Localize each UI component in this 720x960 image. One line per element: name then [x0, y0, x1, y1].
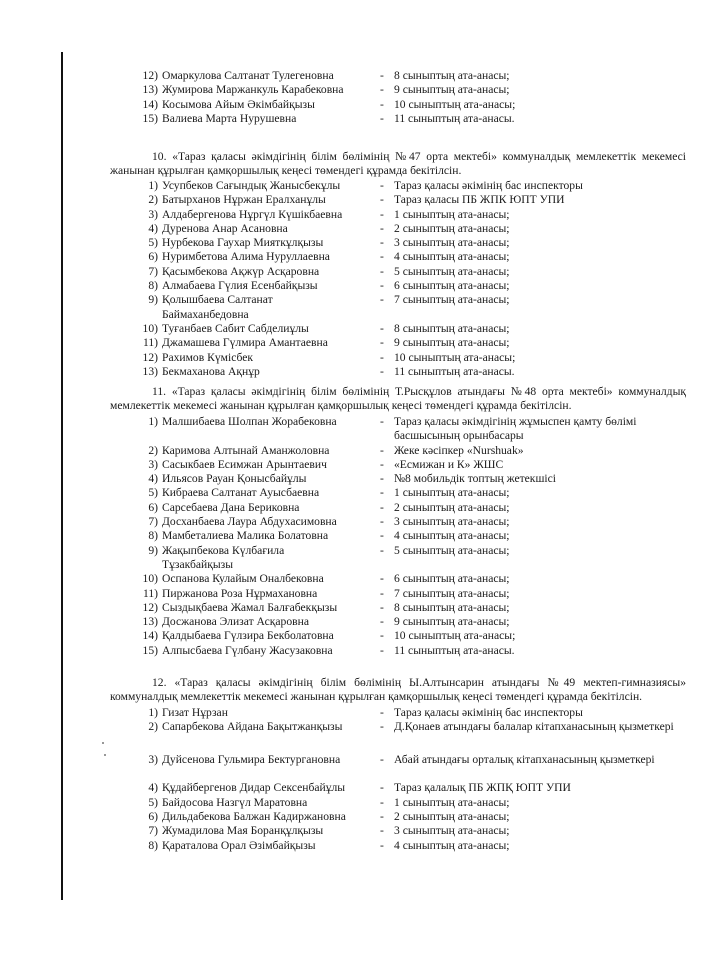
scan-speck — [104, 754, 106, 756]
list-item: 5) Байдосова Назгүл Маратовна - 1 сыныптың ата-анасы; — [148, 795, 510, 809]
list-item: 15) Валиева Марта Нурушевна - 11 сыныптың ата-анасы. — [142, 111, 515, 125]
list-item: 4) Құдайбергенов Дидар Сексенбайұлы - Тараз қалалық ПБ ЖПҚ ЮПТ УПИ — [148, 781, 571, 795]
section-11-heading: 11. «Тараз қаласы әкімдігінің білім бөлімінің Т.Рысқұлов атындағы №48 орта мектебі» коммуналдық мемлекеттік мекемесі жанынан құрылған қамқоршылық кеңесі төмендегі құрамда бекітілсін. — [110, 385, 686, 412]
section-12 — [110, 676, 686, 853]
list-item: 13) Жумирова Маржанкуль Карабековна - 9 сыныптың ата-анасы; — [142, 83, 510, 97]
list-item: 9) Жақыпбекова Күлбағила Тұзакбайқызы - 5 сыныптың ата-анасы; — [148, 543, 510, 571]
scan-speck — [102, 742, 104, 744]
section-10-heading: 10. «Тараз қаласы әкімдігінің білім бөлімінің №47 орта мектебі» коммуналдық мемлекеттік мекемесі жанынан құрылған қамқоршылық кеңесі төмендегі құрамда бекітілсін. — [110, 150, 686, 177]
list-item: 1) Усупбеков Сағындық Жанысбекұлы - Тараз қаласы әкімінің бас инспекторы — [148, 179, 583, 192]
list-item: 11) Пиржанова Роза Нұрмахановна - 7 сыныптың ата-анасы; — [142, 586, 510, 600]
list-item: 12) Сыздықбаева Жамал Балғабекқызы - 8 сыныптың ата-анасы; — [142, 600, 510, 614]
list-item: 15) Алпысбаева Гүлбану Жасузаковна - 11 сыныптың ата-анасы. — [142, 643, 515, 657]
list-item: 14) Қалдыбаева Гүлзира Бекболатовна - 10 сыныптың ата-анасы; — [142, 629, 516, 643]
list-item: 10) Туғанбаев Сабит Сабделиұлы - 8 сыныптың ата-анасы; — [142, 321, 510, 335]
list-item: 13) Бекмаханова Ақнұр - 11 сыныптың ата-анасы. — [142, 364, 515, 378]
list-item: 5) Нурбекова Гаухар Мияткұлқызы - 3 сыныптың ата-анасы; — [148, 236, 510, 250]
margin-line — [61, 52, 63, 900]
list-item: 4) Дуренова Анар Асановна - 2 сыныптың ата-анасы; — [148, 221, 510, 235]
list-item: 3) Сасыкбаев Есимжан Арынтаевич - «Есмижан и К» ЖШС — [148, 457, 504, 471]
list-block-previous — [110, 69, 686, 126]
list-item: 6) Дильдабекова Балжан Кадиржановна - 2 сыныптың ата-анасы; — [148, 810, 510, 824]
list-item: 3) Дуйсенова Гульмира Бектургановна - Абай атындағы орталық кітапханасының қызметкері — [148, 752, 655, 766]
list-item: 1) Малшибаева Шолпан Жорабековна - Тараз қаласы әкімдігінің жұмыспен қамту бөлімі басшысының орынбасары — [148, 415, 637, 443]
list-item: 6) Нуримбетова Алима Нуруллаевна - 4 сыныптың ата-анасы; — [148, 250, 510, 264]
list-item: 8) Мамбеталиева Малика Болатовна - 4 сыныптың ата-анасы; — [148, 529, 510, 543]
list-item: 4) Ильясов Рауан Қонысбайұлы - №8 мобильдік топтың жетекшісі — [148, 472, 556, 486]
section-11 — [110, 385, 686, 658]
list-item: 10) Оспанова Кулайым Оналбековна - 6 сыныптың ата-анасы; — [142, 572, 510, 586]
list-item: 7) Досханбаева Лаура Абдухасимовна - 3 сыныптың ата-анасы; — [148, 515, 510, 529]
list-item: 3) Алдабергенова Нұргүл Күшікбаевна - 1 сыныптың ата-анасы; — [148, 207, 510, 221]
list-item: 12) Омаркулова Салтанат Тулегеновна - 8 сыныптың ата-анасы; — [142, 69, 510, 82]
list-item: 5) Кибраева Салтанат Ауысбаевна - 1 сыныптың ата-анасы; — [148, 486, 510, 500]
list-item: 6) Сарсебаева Дана Бериковна - 2 сыныптың ата-анасы; — [148, 500, 510, 514]
section-12-heading: 12. «Тараз қаласы әкімдігінің білім бөлімінің Ы.Алтынсарин атындағы №49 мектеп-гимназиясы» коммуналдық мемлекеттік мекемесі жанынан құрылған қамқоршылық кеңесі төмендегі құрамда бекітілсін. — [110, 676, 686, 703]
list-item: 2) Каримова Алтынай Аманжоловна - Жеке кәсіпкер «Nurshuak» — [148, 443, 524, 457]
list-item: 1) Гизат Нұрзан - Тараз қаласы әкімінің бас инспекторы — [148, 706, 583, 719]
list-item: 13) Досжанова Элизат Асқаровна - 9 сыныптың ата-анасы; — [142, 615, 510, 629]
list-item: 7) Жумадилова Мая Боранқұлқызы - 3 сыныптың ата-анасы; — [148, 824, 510, 838]
list-item: 8) Қараталова Орал Әзімбайқызы - 4 сыныптың ата-анасы; — [148, 838, 510, 852]
list-item: 2) Сапарбекова Айдана Бақытжанқызы - Д.Қонаев атындағы балалар кітапханасының қызметкері — [148, 720, 674, 734]
list-item: 8) Алмабаева Гүлия Есенбайқызы - 6 сыныптың ата-анасы; — [148, 279, 510, 293]
list-item: 14) Косымова Айым Әкімбайқызы - 10 сыныптың ата-анасы; — [142, 97, 516, 111]
list-item: 7) Қасымбекова Ақжүр Асқаровна - 5 сыныптың ата-анасы; — [148, 264, 510, 278]
list-item: 12) Рахимов Күмісбек - 10 сыныптың ата-анасы; — [142, 350, 516, 364]
section-10 — [110, 150, 686, 379]
list-item: 11) Джамашева Гүлмира Амантаевна - 9 сыныптың ата-анасы; — [142, 336, 510, 350]
list-item: 2) Батырханов Нұржан Ералханұлы - Тараз қаласы ПБ ЖПК ЮПТ УПИ — [148, 193, 565, 207]
list-item: 9) Қолышбаева Салтанат Баймаханбедовна - 7 сыныптың ата-анасы; — [148, 293, 510, 321]
